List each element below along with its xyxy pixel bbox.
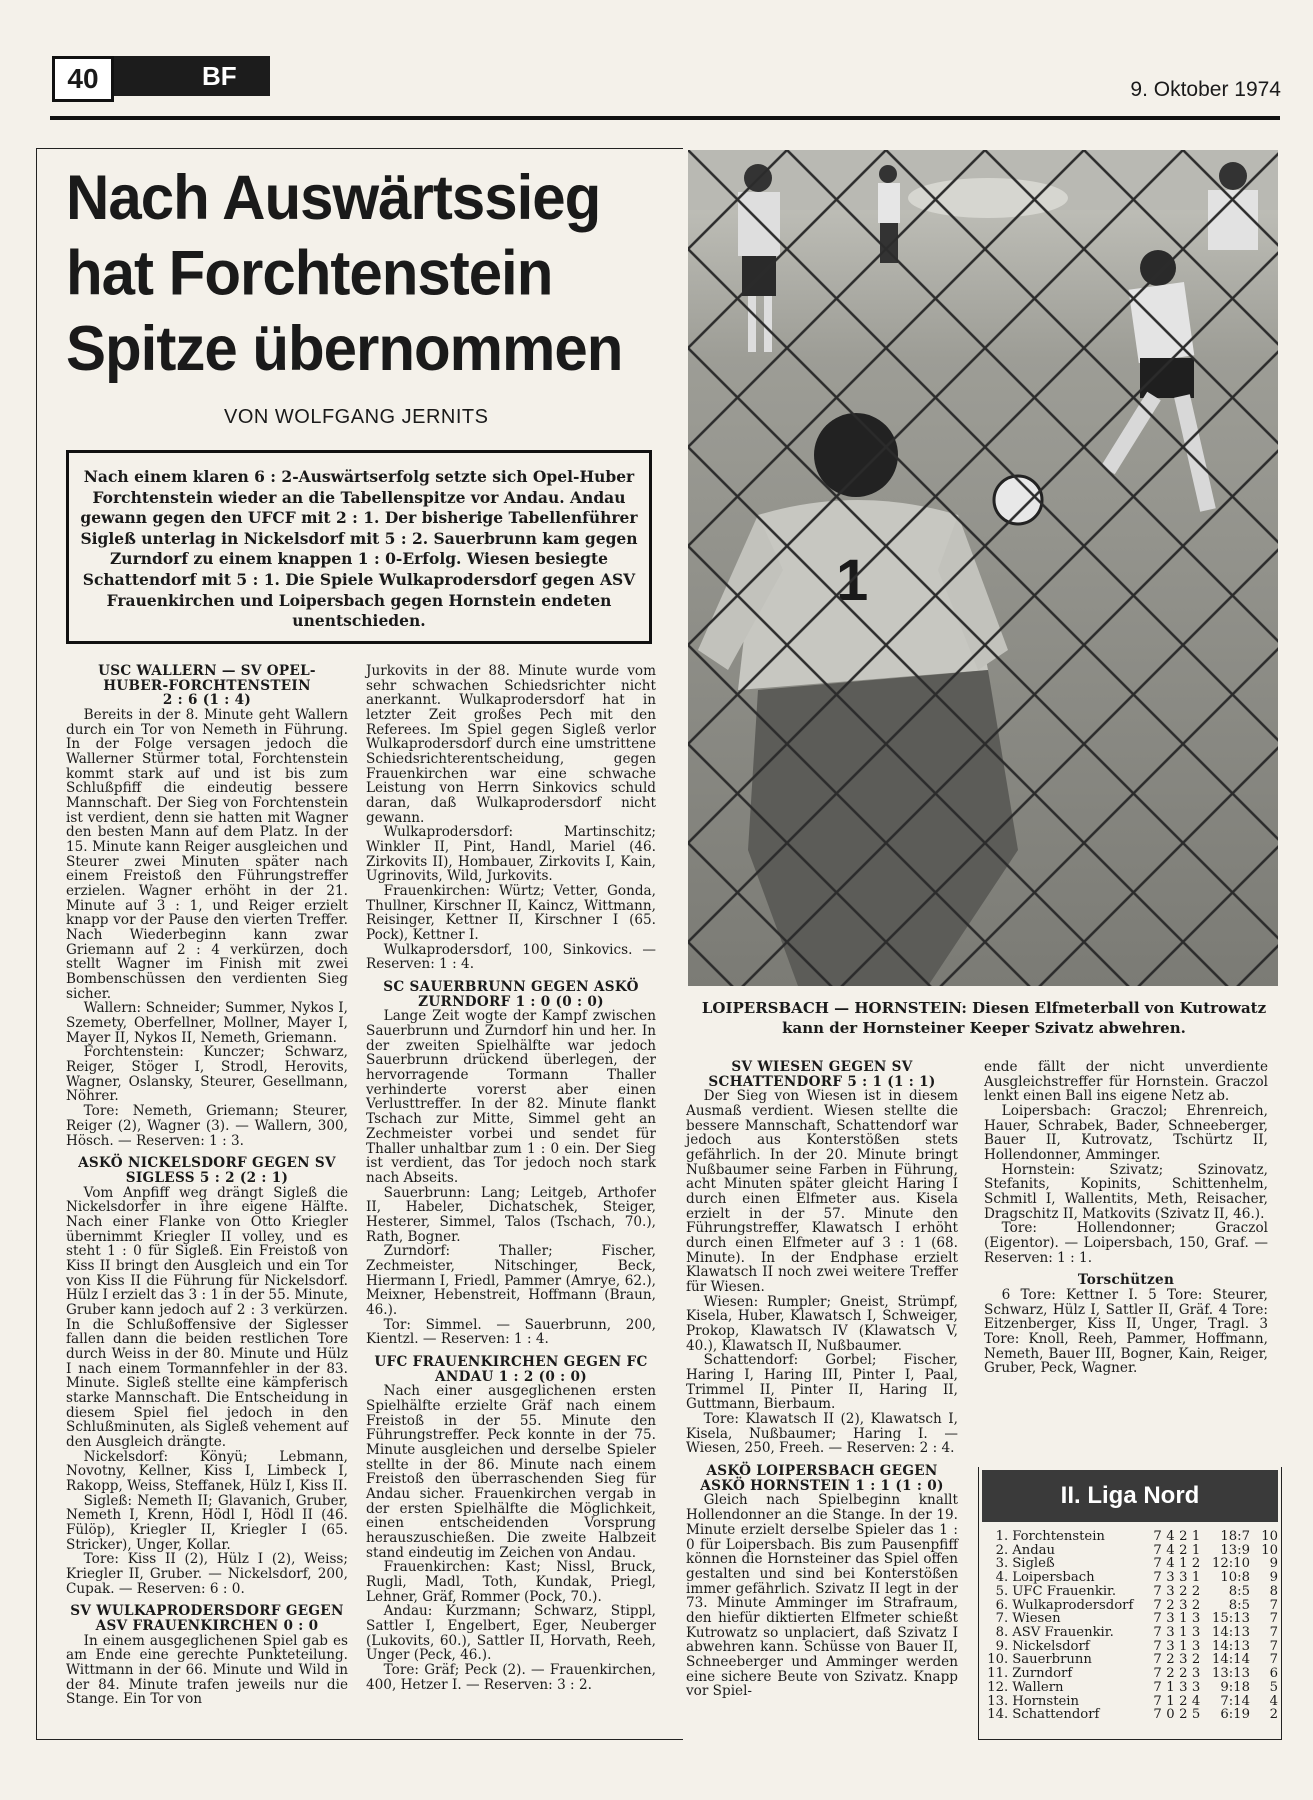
table-cell: 7: [1153, 1542, 1162, 1558]
goals-line: Tore: Gräf; Peck (2). — Frauenkirchen, 400, Hetzer I. — Reserven: 3 : 2.: [366, 1662, 656, 1693]
lineup: Wulkaprodersdorf: Martinschitz; Winkler II, Pint, Handl, Mariel (46. Zirkovits II), Hombauer, Zirkovits I, Kain, Ugrinovits, Wild, Jurkovits.: [366, 824, 656, 885]
table-cell: 7: [1153, 1666, 1162, 1682]
lineup: Wallern: Schneider; Summer, Nykos I, Szemety, Oberfellner, Mollner, Mayer I, Mayer II, Nykos II, Nemeth, Griemann.: [66, 1000, 348, 1046]
match-report-cont: ende fällt der nicht unverdiente Ausgleichstreffer für Hornstein. Graczol lenkt einen Ball ins eigene Netz ab.: [984, 1059, 1268, 1105]
match-report-cont: Jurkovits in der 88. Minute wurde vom sehr schwachen Schiedsrichter nicht anerkannt. Wulkaprodersdorf hat in letzter Zeit großes Pech mit den Referees. Im Spiel gegen Sigleß verlor Wulkaprodersdorf durch eine umstrittene Schiedsrichterentscheidung, gegen Frauenkirchen war eine schwache Leistung von Herrn Sinkovics schuld daran, daß Wulkaprodersdorf nicht gewann.: [366, 663, 656, 826]
section-label: BF: [114, 56, 270, 96]
table-cell: 4: [1166, 1542, 1175, 1558]
table-cell: UFC Frauenkir.: [1012, 1583, 1117, 1599]
lineup: Frauenkirchen: Kast; Nissl, Bruck, Rugli, Madl, Toth, Kundak, Priegl, Lehner, Gräf, Rommer (Pock, 70.).: [366, 1559, 656, 1605]
table-cell: 11.: [987, 1666, 1009, 1682]
table-cell: 7: [1153, 1693, 1162, 1709]
table-cell: 4: [1166, 1556, 1175, 1572]
table-cell: 2: [1269, 1707, 1278, 1723]
league-title: II. Liga Nord: [982, 1470, 1278, 1522]
table-cell: 7.: [995, 1611, 1009, 1627]
table-row: [984, 1599, 1278, 1613]
column-4: [984, 1060, 1268, 1376]
table-cell: 1: [1179, 1556, 1188, 1572]
photo-caption: LOIPERSBACH — HORNSTEIN: Diesen Elfmeterball von Kutrowatz kann der Hornsteiner Keeper Szivatz abwehren.: [701, 999, 1267, 1038]
table-cell: 3: [1166, 1638, 1175, 1654]
match-report: Vom Anpfiff weg drängt Sigleß die Nickelsdorfer in ihre eigene Hälfte. Nach einer Flanke von Otto Kriegler übernimmt Kriegler II volley, und es steht 1 : 0 für Sigleß. Ein Freistoß von Kiss II bringt den Ausgleich und ein Tor von Kiss II die Führung für Nickelsdorf. Hülz I erzielt das 3 : 1 in der 55. Minute, Gruber kann jedoch auf 2 : 3 verkürzen. In die Schlußoffensive der Siglesser fallen dann die beiden restlichen Tore durch Weiss in der 80. Minute und Hülz I nach einem Tormannfehler in der 83. Minute. Sigleß stellte eine kämpferisch starke Mannschaft. Die Entscheidung in diesem Spiel fiel jedoch in den Schlußminuten, als Sigleß vehement auf den Ausgleich drängte.: [66, 1184, 348, 1450]
match-report: Lange Zeit wogte der Kampf zwischen Sauerbrunn und Zurndorf hin und her. In der zweiten Spielhälfte war jedoch Sauerbrunn drückend überlegen, der hervorragende Tormann Thaller verhinderte vorerst aber einen Verlusttreffer. In der 82. Minute flankt Tschach zur Mitte, Simmel geht an Zechmeister vorbei und sendet für Thaller unhaltbar zum 1 : 0 ein. Der Sieg ist verdient, das Tor jedoch noch stark nach Abseits.: [366, 1008, 656, 1186]
table-row: [984, 1530, 1278, 1544]
goals-line: Tore: Nemeth, Griemann; Steurer, Reiger (2), Wagner (3). — Wallern, 300, Hösch. — Reserven: 1 : 3.: [66, 1103, 348, 1149]
table-cell: 2: [1166, 1652, 1175, 1668]
table-cell: 1: [1179, 1638, 1188, 1654]
table-cell: 3: [1179, 1570, 1188, 1586]
table-cell: 5.: [995, 1583, 1009, 1599]
table-cell: 18:7: [1220, 1529, 1250, 1544]
table-cell: 2: [1191, 1556, 1201, 1572]
table-cell: 6:19: [1220, 1707, 1250, 1723]
match-photo: [688, 150, 1278, 986]
table-row: [984, 1667, 1278, 1681]
column-1: [66, 664, 348, 1707]
table-cell: 1: [1191, 1542, 1201, 1558]
table-cell: 3: [1166, 1583, 1175, 1599]
table-row: [984, 1585, 1278, 1599]
lineup: Andau: Kurzmann; Schwarz, Stippl, Sattler I, Engelbert, Eger, Neuberger (Lukovits, 60.), Sattler II, Horvath, Reeh, Unger (Peck, 46.).: [366, 1603, 656, 1664]
goals-line: Wulkaprodersdorf, 100, Sinkovics. — Reserven: 1 : 4.: [366, 941, 656, 973]
table-cell: 9:18: [1220, 1679, 1250, 1695]
match-heading: SV WULKAPRODERSDORF GEGEN ASV FRAUENKIRCHEN 0 : 0: [70, 1603, 344, 1634]
table-cell: 2: [1191, 1652, 1201, 1668]
table-cell: Sigleß: [1012, 1556, 1055, 1572]
table-cell: 7: [1269, 1597, 1278, 1613]
table-cell: 7: [1269, 1625, 1278, 1641]
lineup: Forchtenstein: Kunczer; Schwarz, Reiger, Stöger I, Strodl, Herovits, Wagner, Oslansky, Steurer, Gesellmann, Nöhrer.: [66, 1044, 348, 1105]
table-cell: Hornstein: [1012, 1693, 1080, 1709]
lineup: Zurndorf: Thaller; Fischer, Zechmeister, Nitschinger, Beck, Hiermann I, Friedl, Pammer (Amrye, 62.), Meixner, Hebenstreit, Hoffmann (Braun, 46.).: [366, 1243, 656, 1318]
table-cell: 2: [1191, 1583, 1201, 1599]
table-cell: 13.: [987, 1693, 1009, 1709]
table-cell: 3: [1179, 1679, 1188, 1695]
match-report: Bereits in der 8. Minute geht Wallern durch ein Tor von Nemeth in Führung. In der Folge versagen jedoch die Wallerner Stürmer total, Forchtenstein kommt stark auf und ist bis zum Schlußpfiff die eindeutig bessere Mannschaft. Der Sieg von Forchtenstein ist verdient, denn sie hatten mit Wagner den besten Mann auf dem Platz. In der 15. Minute kann Reiger ausgleichen und Steurer zwei Minuten später nach einem Freistoß den Führungstreffer erzielen. Wagner erhöht in der 21. Minute auf 3 : 1, und Reiger erzielt knapp vor der Pause den vierten Treffer. Nach Wiederbeginn kann zwar Griemann auf 2 : 4 verkürzen, doch stellt Wagner im Finish mit zwei Bombenschüssen den verdienten Sieg sicher.: [66, 707, 348, 1002]
table-cell: Sauerbrunn: [1012, 1652, 1092, 1668]
table-cell: 3.: [995, 1556, 1009, 1572]
table-cell: 13:13: [1211, 1666, 1250, 1682]
goals-line: Tore: Kiss II (2), Hülz I (2), Weiss; Kriegler II, Gruber. — Nickelsdorf, 200, Cupak. — Reserven: 6 : 0.: [66, 1551, 348, 1597]
table-cell: 3: [1191, 1679, 1201, 1695]
table-cell: 4: [1191, 1693, 1201, 1709]
table-cell: 7: [1153, 1707, 1162, 1723]
table-row: [984, 1653, 1278, 1667]
table-cell: 8:5: [1228, 1597, 1250, 1613]
table-cell: 8.: [995, 1625, 1009, 1641]
match-report: Gleich nach Spielbeginn knallt Hollendonner an die Stange. In der 19. Minute erzielt derselbe Spieler das 1 : 0 für Loipersbach. Bis zum Pausenpfiff können die Hornsteiner das Spiel offen gestalten und sind bei Konterstößen immer gefährlich. Szivatz II legt in der 73. Minute Amminger im Strafraum, den hiefür diktierten Elfmeter schießt Kutrowatz so unplaciert, daß Szivatz I abwehren kann. Schüsse von Bauer II, Schneeberger und Amminger werden eine sichere Beute von Szivatz. Knapp vor Spiel-: [686, 1492, 958, 1700]
table-cell: 14.: [987, 1707, 1009, 1723]
table-cell: Wiesen: [1012, 1611, 1061, 1627]
table-cell: 5: [1191, 1707, 1201, 1723]
table-cell: 6: [1269, 1666, 1278, 1682]
match-heading: ASKÖ NICKELSDORF GEGEN SV SIGLESS 5 : 2 (2 : 1): [78, 1155, 336, 1186]
table-cell: 12.: [987, 1679, 1009, 1695]
table-cell: 3: [1179, 1597, 1188, 1613]
table-cell: 10.: [987, 1652, 1009, 1668]
table-cell: 4: [1166, 1529, 1175, 1544]
table-cell: 3: [1191, 1611, 1201, 1627]
table-cell: 12:10: [1211, 1556, 1250, 1572]
table-cell: 2: [1179, 1707, 1188, 1723]
table-cell: 9.: [995, 1638, 1009, 1654]
match-heading: USC WALLERN — SV OPEL-HUBER-FORCHTENSTEIN: [98, 663, 316, 694]
match-report: Nach einer ausgeglichenen ersten Spielhälfte erzielte Gräf nach einem Freistoß in der 55. Minute den Führungstreffer. Peck konnte in der 75. Minute ausgleichen und derselbe Spieler stellte in der 86. Minute nach einem Freistoß den überraschenden Sieg für Andau sicher. Frauenkirchen vergab in der ersten Spielhälfte die Möglichkeit, einen entscheidenden Vorsprung herauszuschießen. Die zweite Halbzeit stand eindeutig im Zeichen von Andau.: [366, 1383, 656, 1561]
table-cell: 2: [1179, 1529, 1188, 1544]
table-cell: 3: [1191, 1638, 1201, 1654]
table-cell: 6.: [995, 1597, 1009, 1613]
table-cell: Schattendorf: [1012, 1707, 1100, 1723]
table-row: [984, 1557, 1278, 1571]
lineup: Wiesen: Rumpler; Gneist, Strümpf, Kisela, Huber, Klawatsch I, Schweiger, Prokop, Klawatsch IV (Klawatsch V, 40.), Klawatsch II, Nußbaumer.: [686, 1293, 958, 1354]
match-heading: SC SAUERBRUNN GEGEN ASKÖ ZURNDORF 1 : 0 (0 : 0): [383, 979, 639, 1010]
table-cell: 7: [1269, 1638, 1278, 1654]
table-cell: 3: [1179, 1652, 1188, 1668]
league-table: [984, 1530, 1278, 1722]
scorers-list: 6 Tore: Kettner I. 5 Tore: Steurer, Schwarz, Hülz I, Sattler II, Gräf. 4 Tore: Eitzenberger, Kiss II, Unger, Tragl. 3 Tore: Knoll, Reeh, Pammer, Hoffmann, Nemeth, Bauer III, Bogner, Kain, Reiger, Gruber, Peck, Wagner.: [984, 1287, 1268, 1377]
table-cell: 1: [1179, 1625, 1188, 1641]
table-cell: 7: [1153, 1625, 1162, 1641]
table-cell: 7: [1153, 1570, 1162, 1586]
table-cell: Loipersbach: [1012, 1570, 1095, 1586]
headline: [66, 160, 666, 387]
headline-line-2: hat Forchtenstein: [66, 237, 553, 309]
table-cell: 7: [1153, 1652, 1162, 1668]
table-cell: 2: [1166, 1666, 1175, 1682]
table-row: [984, 1626, 1278, 1640]
lineup: Sauerbrunn: Lang; Leitgeb, Arthofer II, Habeler, Dichatschek, Steiger, Hesterer, Simmel, Talos (Tschach, 70.), Rath, Bogner.: [366, 1184, 656, 1245]
table-row: [984, 1544, 1278, 1558]
table-cell: 1: [1166, 1679, 1175, 1695]
table-cell: 14:14: [1211, 1652, 1250, 1668]
table-cell: Wulkaprodersdorf: [1012, 1597, 1134, 1613]
column-2: [366, 664, 656, 1692]
table-cell: Wallern: [1012, 1679, 1064, 1695]
table-cell: 14:13: [1211, 1625, 1250, 1641]
table-cell: 2: [1191, 1597, 1201, 1613]
table-cell: Andau: [1012, 1542, 1056, 1558]
table-cell: 8: [1269, 1583, 1278, 1599]
table-cell: 1: [1166, 1693, 1175, 1709]
table-cell: 8:5: [1228, 1583, 1250, 1599]
table-cell: 7: [1153, 1597, 1162, 1613]
table-cell: 2: [1179, 1542, 1188, 1558]
lineup: Frauenkirchen: Würtz; Vetter, Gonda, Thullner, Kirschner II, Kaincz, Wittmann, Reisinger, Kettner II, Kirschner I (65. Pock), Kettner I.: [366, 883, 656, 944]
table-cell: 3: [1166, 1625, 1175, 1641]
headline-line-3: Spitze übernommen: [66, 313, 623, 384]
table-cell: ASV Frauenkir.: [1012, 1625, 1114, 1641]
headline-line-1: Nach Auswärtssieg: [66, 162, 601, 233]
table-cell: 1: [1191, 1529, 1201, 1544]
lineup: Schattendorf: Gorbel; Fischer, Haring I, Haring III, Pinter I, Paal, Trimmel II, Pinter II, Haring II, Guttmann, Bierbaum.: [686, 1352, 958, 1413]
issue-date: 9. Oktober 1974: [1130, 78, 1281, 101]
table-cell: 3: [1191, 1666, 1201, 1682]
goals-line: Tore: Hollendonner; Graczol (Eigentor). — Loipersbach, 150, Graf. — Reserven: 1 : 1.: [984, 1220, 1268, 1266]
table-cell: 10:8: [1220, 1570, 1250, 1586]
table-cell: 7: [1269, 1611, 1278, 1627]
match-score: 2 : 6 (1 : 4): [162, 692, 252, 709]
table-cell: 3: [1166, 1611, 1175, 1627]
table-cell: 1.: [995, 1529, 1009, 1544]
table-cell: 13:9: [1220, 1542, 1250, 1558]
table-row: [984, 1571, 1278, 1585]
match-report: In einem ausgeglichenen Spiel gab es am Ende eine gerechte Punkteteilung. Wittmann in der 66. Minute und Wild in der 84. Minute trafen jeweils nur die Stange. Ein Tor von: [66, 1632, 348, 1708]
table-cell: 2: [1179, 1583, 1188, 1599]
table-row: [984, 1708, 1278, 1722]
table-row: [984, 1640, 1278, 1654]
lineup: Sigleß: Nemeth II; Glavanich, Gruber, Nemeth I, Krenn, Hödl I, Hödl II (46. Fülöp), Kriegler II, Kriegler I (65. Stricker), Unger, Kollar.: [66, 1492, 348, 1553]
table-cell: 10: [1261, 1529, 1278, 1544]
table-cell: 4.: [995, 1570, 1009, 1586]
table-cell: 1: [1191, 1570, 1201, 1586]
match-heading: ASKÖ LOIPERSBACH GEGEN ASKÖ HORNSTEIN 1 : 1 (1 : 0): [700, 1463, 944, 1494]
table-row: [984, 1612, 1278, 1626]
table-cell: 2: [1166, 1597, 1175, 1613]
table-cell: Forchtenstein: [1012, 1529, 1105, 1544]
table-cell: 5: [1269, 1679, 1278, 1695]
table-cell: 10: [1261, 1542, 1278, 1558]
table-cell: 2.: [995, 1542, 1009, 1558]
table-cell: Zurndorf: [1012, 1666, 1073, 1682]
table-cell: 7: [1269, 1652, 1278, 1668]
table-cell: 9: [1269, 1570, 1278, 1586]
table-cell: 7: [1153, 1611, 1162, 1627]
table-cell: 1: [1179, 1611, 1188, 1627]
lead-box: Nach einem klaren 6 : 2-Auswärtserfolg setzte sich Opel-Huber Forchtenstein wieder an die Tabellenspitze vor Andau. Andau gewann gegen den UFCF mit 2 : 1. Der bisherige Tabellenführer Sigleß unterlag in Nickelsdorf mit 5 : 2. Sauerbrunn kam gegen Zurndorf zu einem knappen 1 : 0-Erfolg. Wiesen besiegte Schattendorf mit 5 : 1. Die Spiele Wulkaprodersdorf gegen ASV Frauenkirchen und Loipersbach gegen Hornstein endeten unentschieden.: [66, 450, 652, 644]
table-cell: 2: [1179, 1693, 1188, 1709]
scorers-title: Torschützen: [1077, 1272, 1175, 1289]
lineup: Nickelsdorf: Könyü; Lebmann, Novotny, Kellner, Kiss I, Limbeck I, Rakopp, Weiss, Steffanek, Hülz I, Kiss II.: [66, 1448, 348, 1494]
table-cell: 7: [1153, 1529, 1162, 1544]
match-report: Der Sieg von Wiesen ist in diesem Ausmaß verdient. Wiesen stellte die bessere Mannschaft, Schattendorf war jedoch aus Konterstößen stets gefährlich. In der 20. Minute bringt Nußbaumer seine Farben in Führung, acht Minuten später gleicht Haring I durch einen Elfmeter aus. Kisela erzielt in der 57. Minute den Führungstreffer, Klawatsch I erhöht durch einen Elfmeter auf 3 : 1 (68. Minute). In der Endphase erzielt Klawatsch II noch zwei weitere Treffer für Wiesen.: [686, 1088, 958, 1296]
lineup: Hornstein: Szivatz; Szinovatz, Stefanits, Kopinits, Schittenhelm, Schmitl I, Wallentits, Meth, Reisacher, Dragschitz II, Matkovits (Szivatz II, 46.).: [984, 1161, 1268, 1222]
table-cell: 3: [1166, 1570, 1175, 1586]
column-3: [686, 1060, 958, 1699]
table-cell: 0: [1166, 1707, 1175, 1723]
table-cell: 7: [1153, 1679, 1162, 1695]
table-cell: Nickelsdorf: [1012, 1638, 1090, 1654]
table-cell: 9: [1269, 1556, 1278, 1572]
table-cell: 7:14: [1220, 1693, 1250, 1709]
table-cell: 4: [1269, 1693, 1278, 1709]
table-cell: 15:13: [1211, 1611, 1250, 1627]
lineup: Loipersbach: Graczol; Ehrenreich, Hauer, Schrabek, Bader, Schneeberger, Bauer II, Kutrovatz, Tschürtz II, Hollendonner, Amminger.: [984, 1103, 1268, 1164]
match-heading: SV WIESEN GEGEN SV SCHATTENDORF 5 : 1 (1 : 1): [708, 1059, 936, 1090]
match-heading: UFC FRAUENKIRCHEN GEGEN FC ANDAU 1 : 2 (0 : 0): [374, 1353, 648, 1385]
goals-line: Tore: Klawatsch II (2), Klawatsch I, Kisela, Nußbaumer; Haring I. — Wiesen, 250, Freeh. — Reserven: 2 : 4.: [686, 1411, 958, 1457]
table-cell: 14:13: [1211, 1638, 1250, 1654]
byline: VON WOLFGANG JERNITS: [224, 406, 489, 428]
table-cell: 7: [1153, 1556, 1162, 1572]
table-cell: 7: [1153, 1583, 1162, 1599]
table-cell: 2: [1179, 1666, 1188, 1682]
table-row: [984, 1695, 1278, 1709]
table-cell: 3: [1191, 1625, 1201, 1641]
penalty-scene-image: [688, 150, 1278, 986]
table-cell: 7: [1153, 1638, 1162, 1654]
goals-line: Tor: Simmel. — Sauerbrunn, 200, Kientzl. — Reserven: 1 : 4.: [366, 1316, 656, 1348]
table-row: [984, 1681, 1278, 1695]
page-number: 40: [52, 56, 114, 102]
header-rule: [50, 116, 1280, 120]
